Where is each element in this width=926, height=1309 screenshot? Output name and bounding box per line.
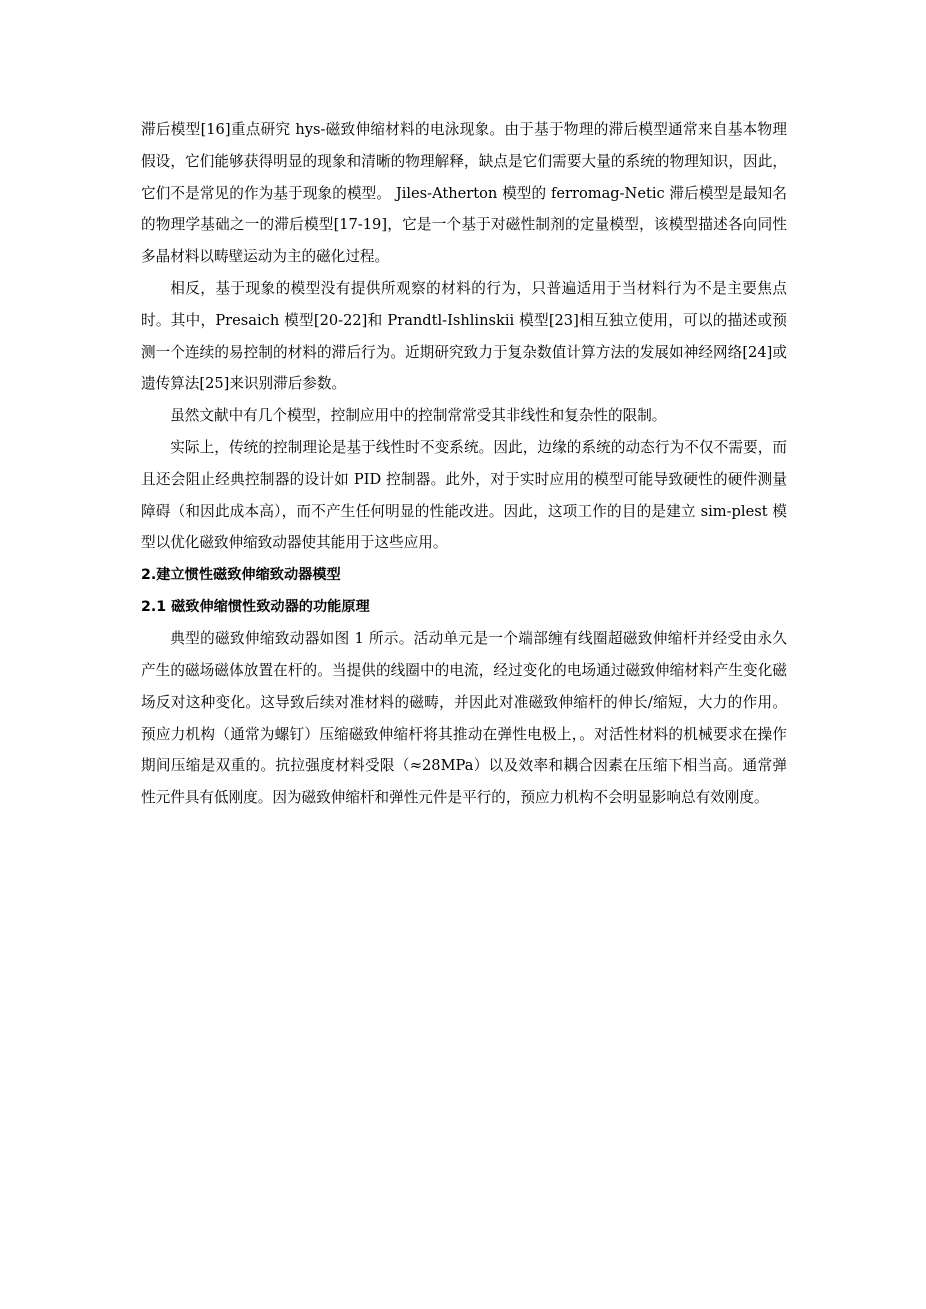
paragraph-phenomenological-models: 相反，基于现象的模型没有提供所观察的材料的行为，只普遍适用于当材料行为不是主要焦点时。其中，Presaich 模型[20-22]和 Prandtl-Ishlinskii 模型[23]相互独立使用，可以的描述或预测一个连续的易控制的材料的滞后行为。近期研究致力于复杂数值计算方法的发展如神经网络[24]或遗传算法[25]来识别滞后参数。	[141, 279, 787, 393]
subsection-heading: 2.1 磁致伸缩惯性致动器的功能原理	[141, 599, 370, 616]
paragraph-control-limitations: 虽然文献中有几个模型，控制应用中的控制常常受其非线性和复杂性的限制。	[170, 407, 667, 425]
section-heading: 2.建立惯性磁致伸缩致动器模型	[141, 567, 341, 584]
paragraph-control-theory: 实际上，传统的控制理论是基于线性时不变系统。因此，边缘的系统的动态行为不仅不需要，而且还会阻止经典控制器的设计如 PID 控制器。此外，对于实时应用的模型可能导致硬性的硬件测量障碍（和因此成本高），而不产生任何明显的性能改进。因此，这项工作的目的是建立 sim-plest 模型以优化磁致伸缩致动器使其能用于这些应用。	[141, 438, 787, 552]
document-body	[141, 114, 787, 814]
paragraph-hysteresis-models: 滞后模型[16]重点研究 hys-磁致伸缩材料的电泳现象。由于基于物理的滞后模型通常来自基本物理假设，它们能够获得明显的现象和清晰的物理解释，缺点是它们需要大量的系统的物理知识，因此，它们不是常见的作为基于现象的模型。 Jiles-Atherton 模型的 ferromag-Netic 滞后模型是最知名的物理学基础之一的滞后模型[17-19]，它是一个基于对磁性制剂的定量模型，该模型描述各向同性多晶材料以畴壁运动为主的磁化过程。	[141, 121, 787, 266]
paragraph-functional-principle: 典型的磁致伸缩致动器如图 1 所示。活动单元是一个端部缠有线圈超磁致伸缩杆并经受由永久产生的磁场磁体放置在杆的。当提供的线圈中的电流，经过变化的电场通过磁致伸缩材料产生变化磁场反对这种变化。这导致后续对准材料的磁畴，并因此对准磁致伸缩杆的伸长/缩短，大力的作用。预应力机构（通常为螺钉）压缩磁致伸缩杆将其推动在弹性电极上，。对活性材料的机械要求在操作期间压缩是双重的。抗拉强度材料受限（≈28MPa）以及效率和耦合因素在压缩下相当高。通常弹性元件具有低刚度。因为磁致伸缩杆和弹性元件是平行的，预应力机构不会明显影响总有效刚度。	[141, 630, 787, 807]
